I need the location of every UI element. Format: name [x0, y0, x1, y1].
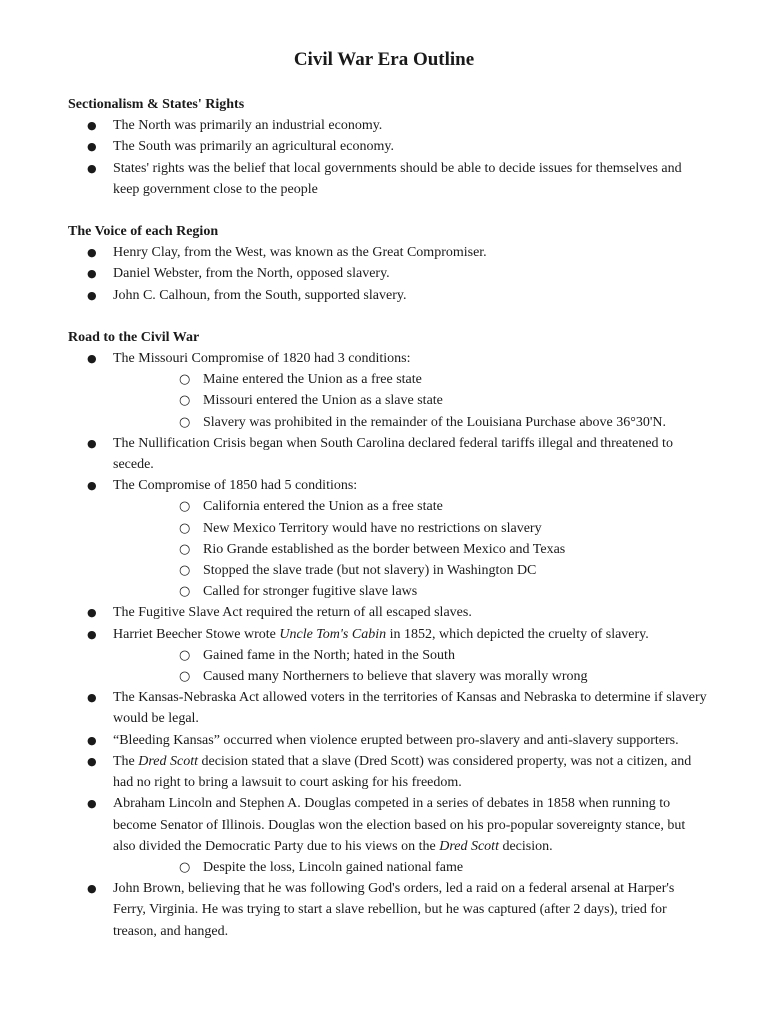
- list-item: ● “Bleeding Kansas” occurred when violence erupted between pro-slavery and anti-slavery supporters.: [68, 730, 708, 751]
- section-voice-of-region: [68, 221, 708, 306]
- list-item: ● Henry Clay, from the West, was known as the Great Compromiser.: [68, 242, 708, 263]
- list-item: ● States' rights was the belief that local governments should be able to decide issues for themselves and keep government close to the people: [68, 158, 708, 200]
- sub-list-item: ○ Gained fame in the North; hated in the South: [113, 645, 708, 666]
- sub-list-item: ○ Caused many Northerners to believe that slavery was morally wrong: [113, 666, 708, 687]
- sub-list-item: ○ Called for stronger fugitive slave laws: [113, 581, 708, 602]
- section-road-to-war: [68, 327, 708, 942]
- sub-list-item: ○ Maine entered the Union as a free state: [113, 369, 708, 390]
- list-item-text: in 1852, which depicted the cruelty of slavery.: [386, 626, 649, 642]
- sub-list-item: ○ Missouri entered the Union as a slave state: [113, 390, 708, 411]
- sub-list-item: ○ Stopped the slave trade (but not slavery) in Washington DC: [113, 560, 708, 581]
- sub-list: [113, 496, 708, 602]
- list-item-text: The Compromise of 1850 had 5 conditions:: [113, 478, 358, 494]
- list-item-text: The Missouri Compromise of 1820 had 3 conditions:: [113, 351, 411, 367]
- list-item: ● John C. Calhoun, from the South, supported slavery.: [68, 285, 708, 306]
- section-heading: Road to the Civil War: [68, 329, 200, 345]
- book-title: Uncle Tom's Cabin: [279, 626, 387, 642]
- list-item: [68, 348, 708, 433]
- bullet-list: [68, 348, 708, 942]
- list-item-text: Harriet Beecher Stowe wrote: [113, 626, 280, 642]
- sub-list-item: ○ New Mexico Territory would have no restrictions on slavery: [113, 518, 708, 539]
- section-heading: Sectionalism & States' Rights: [68, 97, 245, 112]
- case-name: Dred Scott: [439, 838, 499, 854]
- sub-list: [113, 857, 708, 878]
- sub-list-item: ○ Rio Grande established as the border between Mexico and Texas: [113, 539, 708, 560]
- list-item: [68, 793, 708, 878]
- list-item-text: decision stated that a slave (Dred Scott) was considered property, was not a citizen, and had no right to bring a lawsuit to court asking for his freedom.: [113, 753, 692, 791]
- list-item: ● The South was primarily an agricultural economy.: [68, 136, 708, 157]
- list-item-text: decision.: [498, 838, 553, 854]
- bullet-list: [68, 115, 708, 200]
- list-item: [68, 475, 708, 602]
- list-item: [68, 751, 708, 793]
- sub-list: [113, 645, 708, 687]
- case-name: Dred Scott: [138, 753, 199, 769]
- list-item-text: The: [113, 753, 139, 769]
- list-item: [68, 624, 708, 688]
- sub-list-item: ○ California entered the Union as a free state: [113, 496, 708, 517]
- list-item: ● The Kansas-Nebraska Act allowed voters in the territories of Kansas and Nebraska to determine if slavery would be legal.: [68, 687, 708, 729]
- list-item: ● Daniel Webster, from the North, opposed slavery.: [68, 263, 708, 284]
- outline-body: [68, 94, 708, 963]
- section-heading: The Voice of each Region: [68, 224, 219, 240]
- sub-list-item: ○ Despite the loss, Lincoln gained national fame: [113, 857, 708, 878]
- section-sectionalism: [68, 94, 708, 200]
- sub-list-item: ○ Slavery was prohibited in the remainder of the Louisiana Purchase above 36°30'N.: [113, 412, 708, 433]
- list-item: ● The Nullification Crisis began when South Carolina declared federal tariffs illegal and threatened to secede.: [68, 433, 708, 475]
- sub-list: [113, 369, 708, 433]
- list-item: ● The North was primarily an industrial economy.: [68, 115, 708, 136]
- page-title: Civil War Era Outline: [293, 49, 475, 70]
- list-item: ● John Brown, believing that he was following God's orders, led a raid on a federal arsenal at Harper's Ferry, Virginia. He was trying to start a slave rebellion, but he was captured (after 2 days), tried for treason, and hanged.: [68, 878, 708, 942]
- list-item: ● The Fugitive Slave Act required the return of all escaped slaves.: [68, 602, 708, 623]
- list-item-text: Abraham Lincoln and Stephen A. Douglas competed in a series of debates in 1858 when running to become Senator of Illinois. Douglas won the election based on his pro-popular sovereignty stance, but also divided the Democratic Party due to his views on the: [113, 796, 686, 854]
- bullet-list: [68, 242, 708, 306]
